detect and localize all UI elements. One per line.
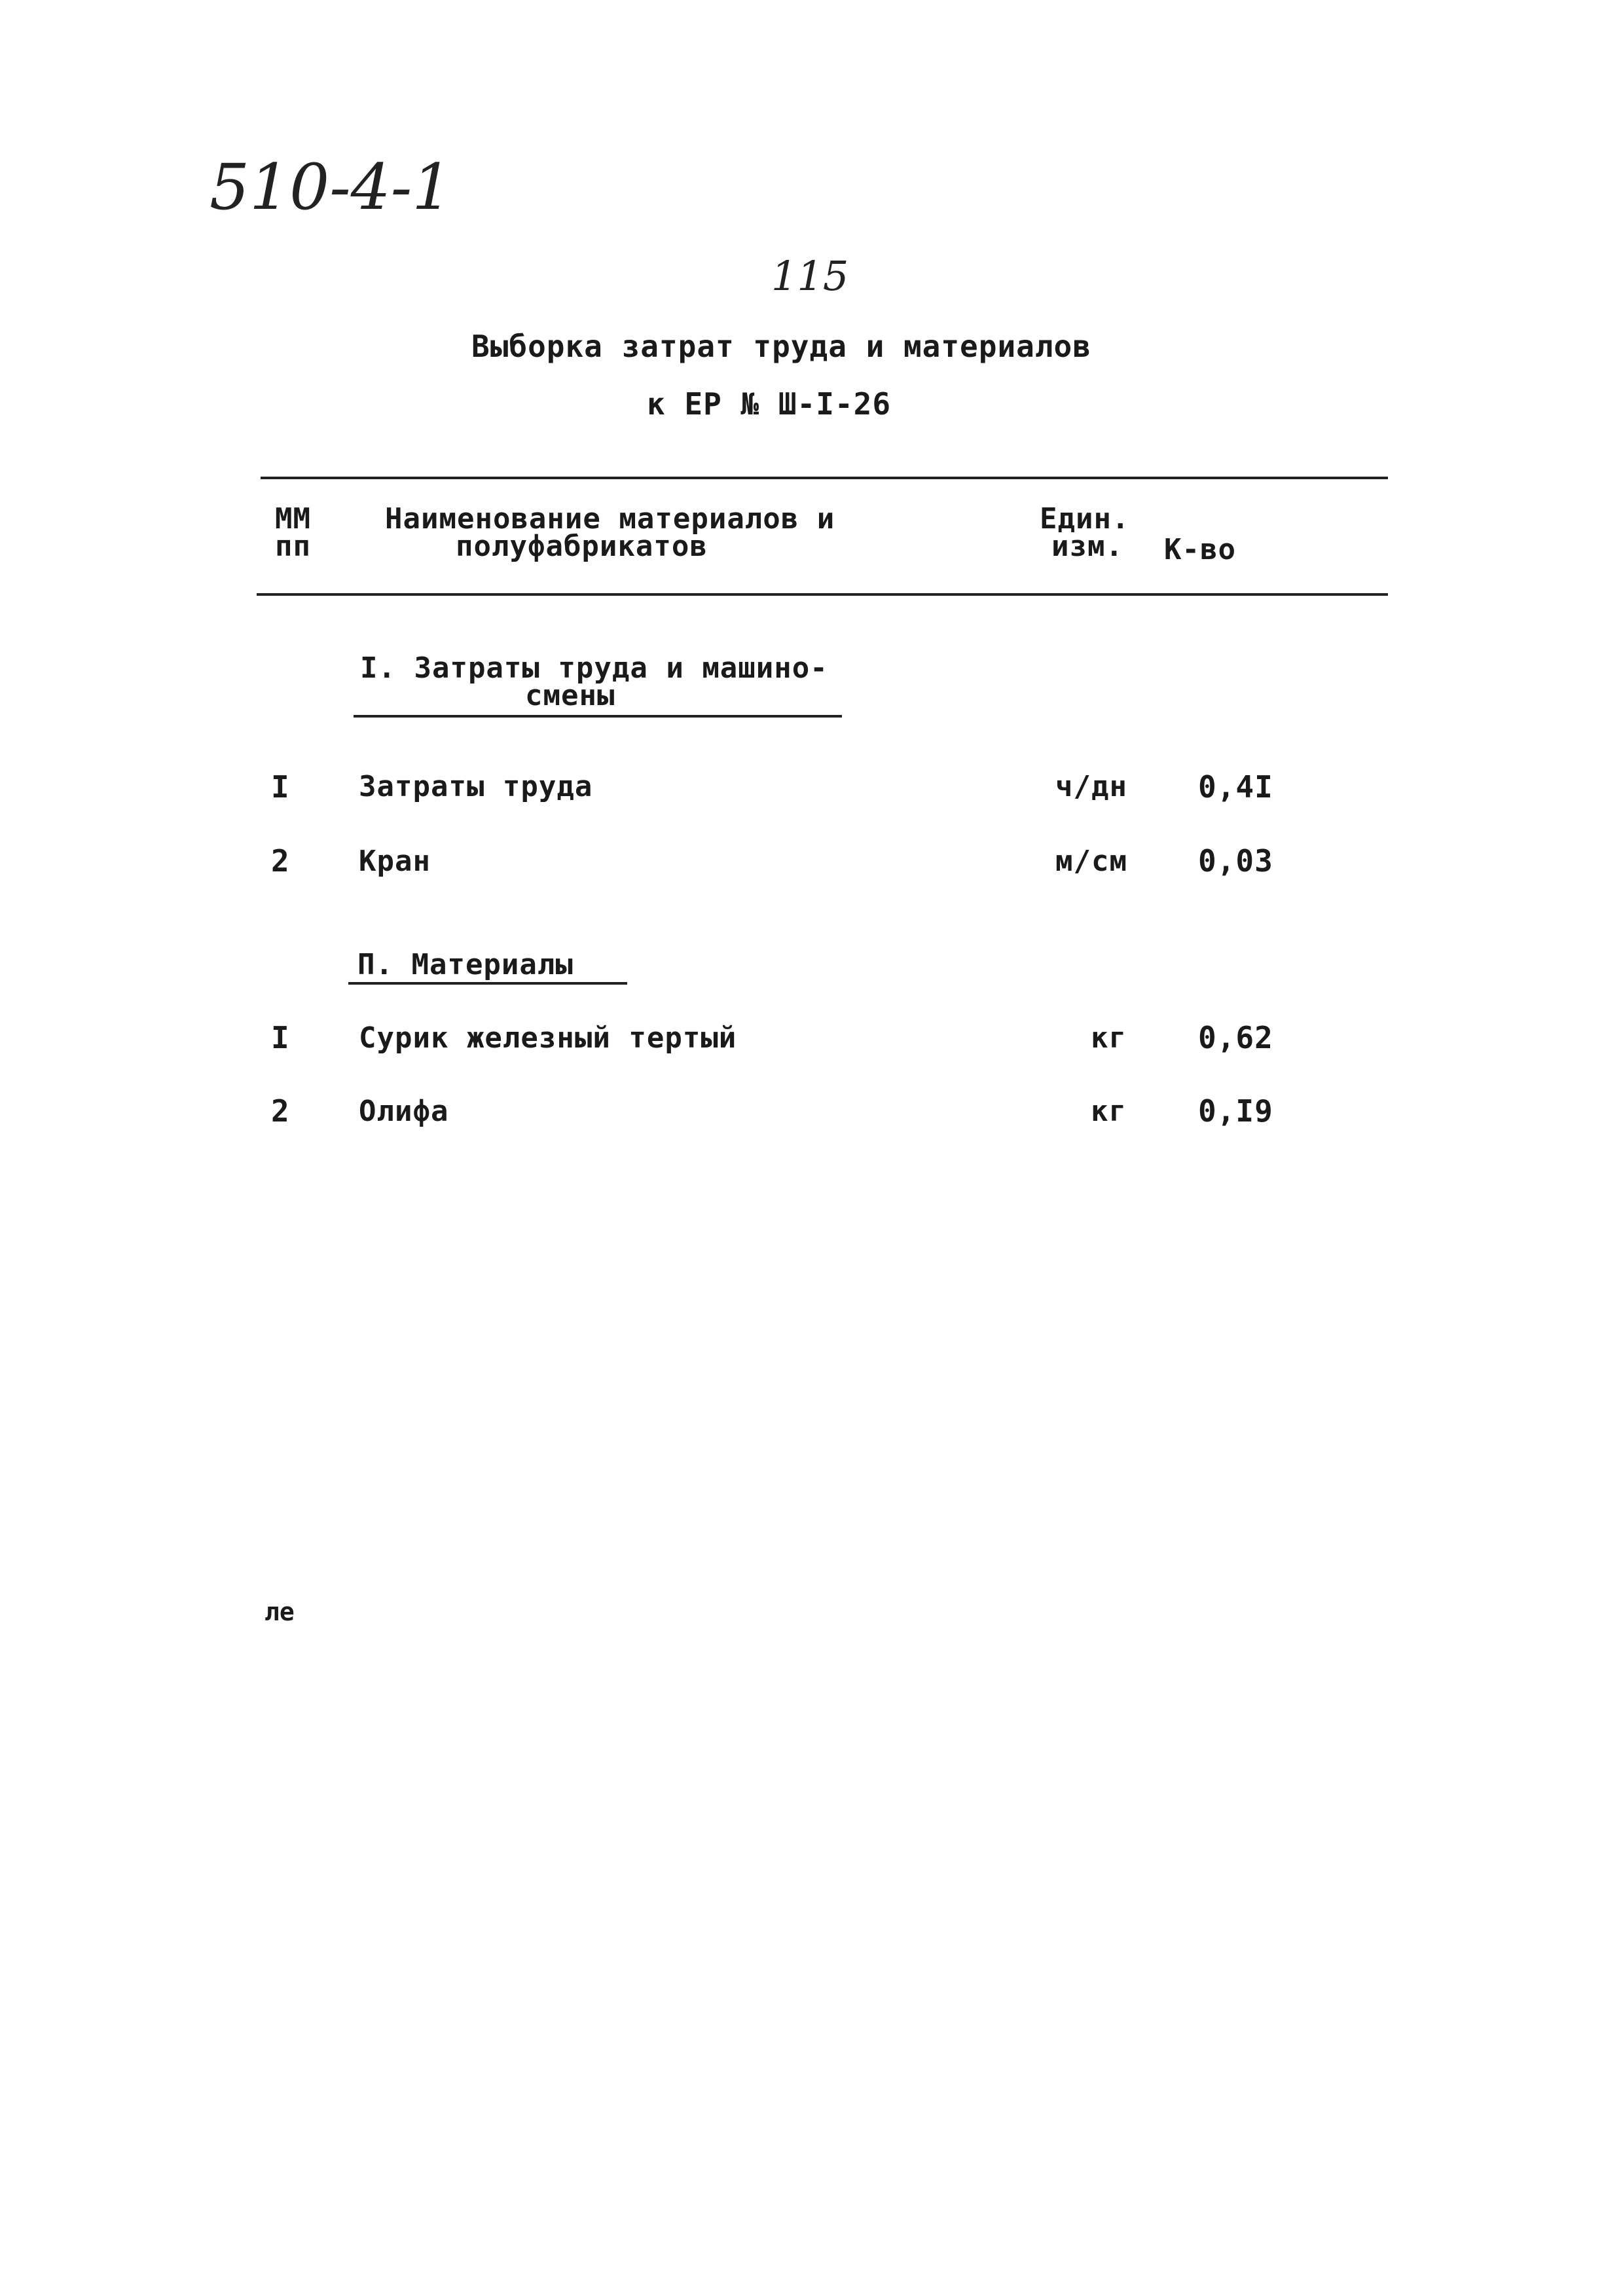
typist-mark: ле (264, 1597, 295, 1626)
row-qty: 0,4I (1198, 769, 1273, 805)
row-number: I (271, 1020, 290, 1055)
row-number: 2 (271, 843, 290, 879)
row-unit: кг (1091, 1095, 1127, 1128)
row-qty: 0,62 (1198, 1020, 1273, 1055)
document-subtitle: к ЕР № Ш-I-26 (647, 386, 892, 422)
section-title-underline (348, 982, 627, 985)
table-top-rule (261, 477, 1388, 479)
table-header-rule (257, 593, 1388, 596)
section-title-underline (354, 715, 842, 718)
handwritten-code: 510-4-1 (210, 151, 452, 224)
row-name: Сурик железный тертый (359, 1021, 737, 1055)
page-number: 115 (771, 252, 849, 300)
row-number: I (271, 769, 290, 805)
document-title: Выборка затрат труда и материалов (471, 329, 1091, 364)
header-name-col: Наименование материалов и полуфабрикатов (385, 502, 835, 563)
row-unit: м/см (1055, 845, 1127, 878)
row-name: Затраты труда (359, 770, 593, 803)
row-unit: ч/дн (1055, 770, 1127, 803)
header-number-col: ММ пп (275, 502, 311, 563)
row-qty: 0,03 (1198, 843, 1273, 879)
row-name: Кран (359, 845, 431, 878)
row-name: Олифа (359, 1095, 449, 1128)
section-title: П. Материалы (357, 948, 574, 981)
row-unit: кг (1091, 1021, 1127, 1055)
row-number: 2 (271, 1093, 290, 1129)
row-qty: 0,I9 (1198, 1093, 1273, 1129)
section-title: I. Затраты труда и машино- смены (360, 651, 828, 712)
header-unit-col: Един. изм. (1040, 502, 1130, 563)
header-qty-col: К-во (1164, 533, 1236, 566)
